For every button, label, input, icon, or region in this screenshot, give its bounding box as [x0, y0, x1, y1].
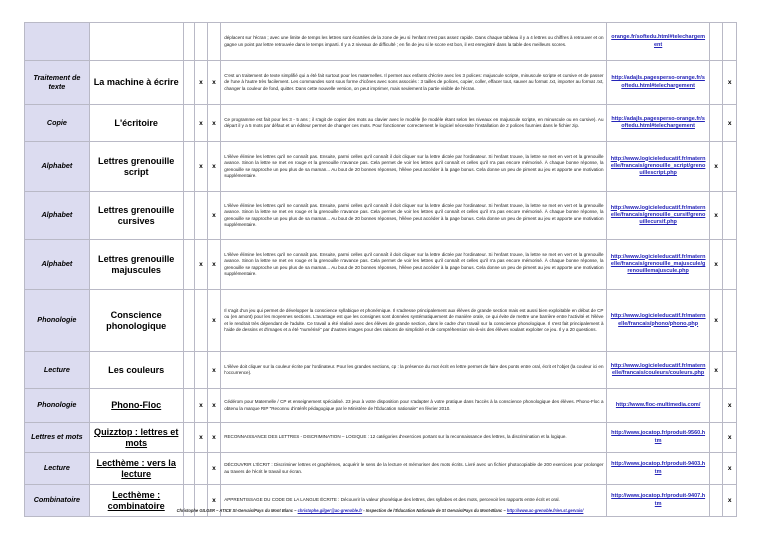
cell-mark-c: x: [207, 192, 221, 240]
cell-description: L'élève élimine les lettres qu'il ne connaît pas. Ensuite, parmi celles qu'il connaît il doit cliquer sur la lettre dictée par l'ordinateur. Si l'enfant trouve, la lettre se met en vert et la grenouille avance. Sinon la lettre se met en rouge et la grenouille n'avance pas. Cela permet de voir les lettres qu'il connaît et celles qu'il n'a pas encore mémorisé. À chaque bonne réponse, la grenouille se rapproche un peu plus de sa maman... Au bout de 20 bonnes réponses, l'élève peut accéder à la page bonus. Cela donne un peu de piment au jeu et apporte une motivation supplémentaire.: [221, 142, 607, 192]
cell-url: [607, 423, 709, 453]
url-link[interactable]: http://www.jocatop.fr/produit-9407.htm: [611, 493, 706, 507]
cell-url: [607, 453, 709, 485]
cell-mark-c: x: [207, 105, 221, 142]
cell-mark-a: [183, 61, 194, 105]
cell-title-text: Phono-Floc: [111, 400, 162, 411]
footer-email-link[interactable]: christophe.gilger@ac-grenoble.fr: [297, 508, 363, 513]
table-row: [25, 142, 737, 192]
cell-mark-e: x: [723, 485, 737, 517]
cell-description: L'élève élimine les lettres qu'il ne connaît pas. Ensuite, parmi celles qu'il connaît il doit cliquer sur la lettre dictée par l'ordinateur. Si l'enfant trouve, la lettre se met en vert et la grenouille avance. Sinon la lettre se met en rouge et la grenouille n'avance pas. Cela permet de voir les lettres qu'il connaît et celles qu'il n'a pas encore mémorisé. À chaque bonne réponse, la grenouille se rapproche un peu plus de sa maman... Au bout de 20 bonnes réponses, l'élève peut accéder à la page bonus. Cela donne un peu de piment au jeu et apporte une motivation supplémentaire.: [221, 192, 607, 240]
cell-mark-a: [183, 105, 194, 142]
cell-mark-e: [723, 192, 737, 240]
cell-url: [607, 23, 709, 61]
cell-mark-c: x: [207, 290, 221, 352]
url-link[interactable]: http://adajls.pagesperso-orange.fr/softedu.html#telechargement: [611, 115, 705, 129]
cell-mark-d: [709, 423, 723, 453]
cell-title: La machine à écrire: [89, 61, 183, 105]
cell-category: Combinatoire: [25, 485, 90, 517]
cell-mark-b: x: [195, 423, 208, 453]
cell-mark-e: x: [723, 105, 737, 142]
page-footer: [0, 508, 760, 513]
cell-category: Alphabet: [25, 240, 90, 290]
url-link[interactable]: http://www.logicieleducatif.fr/maternelle/francais/grenouille_majuscule/grenouillemajuscule.php: [610, 253, 706, 275]
cell-title: [89, 423, 183, 453]
table-row: [25, 240, 737, 290]
cell-category: Phonologie: [25, 389, 90, 423]
cell-title: [89, 453, 183, 485]
cell-description: L'élève élimine les lettres qu'il ne connaît pas. Ensuite, parmi celles qu'il connaît il doit cliquer sur la lettre dictée par l'ordinateur. Si l'enfant trouve, la lettre se met en vert et la grenouille avance. Sinon la lettre se met en rouge et la grenouille n'avance pas. Cela permet de voir les lettres qu'il connaît et celles qu'il n'a pas encore mémorisé. À chaque bonne réponse, la grenouille se rapproche un peu plus de sa maman... Au bout de 20 bonnes réponses, l'élève peut accéder à la page bonus. Cela donne un peu de piment au jeu et apporte une motivation supplémentaire.: [221, 240, 607, 290]
cell-title: Les couleurs: [89, 352, 183, 389]
cell-category: Alphabet: [25, 192, 90, 240]
cell-category: Alphabet: [25, 142, 90, 192]
cell-mark-b: x: [195, 61, 208, 105]
cell-url: [607, 61, 709, 105]
cell-mark-e: x: [723, 389, 737, 423]
cell-category: Copie: [25, 105, 90, 142]
cell-description: L'élève doit cliquer sur la couleur écrite par l'ordinateur. Pour les grandes sections, cp : la présence du mot écrit en lettre permet de faire des ponts entre oral, écrit et l'objet (la couleur ici en l'occurrence).: [221, 352, 607, 389]
table-row: [25, 352, 737, 389]
cell-url: [607, 240, 709, 290]
cell-mark-b: [195, 453, 208, 485]
cell-mark-c: x: [207, 142, 221, 192]
cell-description: C'est un traitement de texte simplifié qui a été fait surtout pour les maternelles. Il permet aux enfants d'écrire avec les 3 polices: majuscule scripte, minuscule scripte et cursive et de passer de l'une à l'autre très facilement. Les commandes sont sous forme d'icônes avec sons associés : 3 tailles de polices, copier, coller, effacer tout, sauver au format .txt, importer au format .txt, changer la couleur de fond, quitter. Dans cette nouvelle version, on peut imprimer, mais seulement la partie visible de l'écran.: [221, 61, 607, 105]
cell-mark-d: x: [709, 192, 723, 240]
cell-title-text: Lecthème : combinatoire: [107, 489, 165, 511]
cell-mark-c: x: [207, 389, 221, 423]
cell-mark-a: [183, 23, 194, 61]
cell-category: Lecture: [25, 352, 90, 389]
table-row: [25, 389, 737, 423]
url-link[interactable]: orange.fr/softedu.html#telechargement: [611, 34, 706, 48]
cell-mark-a: [183, 423, 194, 453]
url-link[interactable]: http://www.logicieleducatif.fr/maternelle/francais/grenouille_script/grenouillescript.php: [610, 155, 706, 177]
cell-mark-a: [183, 192, 194, 240]
cell-mark-a: [183, 389, 194, 423]
cell-category: Lecture: [25, 453, 90, 485]
cell-description: Il s'agit d'un jeu qui permet de développer la conscience syllabique et phonémique. Il s'adresse principalement aux élèves de grande section mais est aussi bien exploitable en début de CP ou (en amont) pour les moyennes sections. L'avantage est que les consignes sont données systématiquement de manière orale, ce qui évite de mettre une barrière entre l'activité et l'élève et le rendrait très dépendant de l'adulte. Ce travail a été réalisé avec des élèves de grande section, dans le cadre d'un travail sur la conscience phonologique. Il s'est fait principalement à l'aide de dessins et d'images et a été "numérisé" par d'autres images pour des raisons de simplicité et de compréhension vis-à-vis des élèves voulant exploiter ce jeu. Il y a 20 questions.: [221, 290, 607, 352]
cell-mark-c: x: [207, 453, 221, 485]
table-row: [25, 290, 737, 352]
cell-mark-e: [723, 352, 737, 389]
footer-author: Christophe GILGER: [176, 508, 216, 513]
cell-mark-b: [195, 192, 208, 240]
cell-mark-a: [183, 453, 194, 485]
cell-url: [607, 105, 709, 142]
cell-mark-a: [183, 142, 194, 192]
cell-mark-a: [183, 240, 194, 290]
cell-mark-c: x: [207, 485, 221, 517]
cell-mark-d: [709, 453, 723, 485]
cell-mark-b: x: [195, 389, 208, 423]
footer-site-link[interactable]: http://www.ac-grenoble.fr/en.st.gervais/: [506, 508, 584, 513]
cell-mark-d: x: [709, 240, 723, 290]
cell-mark-e: [723, 142, 737, 192]
cell-mark-c: [207, 23, 221, 61]
cell-mark-e: [723, 240, 737, 290]
table-row: [25, 23, 737, 61]
cell-mark-d: [709, 23, 723, 61]
cell-mark-a: [183, 352, 194, 389]
url-link[interactable]: http://www.jocatop.fr/produit-9560.htm: [611, 430, 706, 444]
cell-mark-b: [195, 290, 208, 352]
cell-category: [25, 23, 90, 61]
cell-title: Lettres grenouille majuscules: [89, 240, 183, 290]
footer-sep-3: -: [362, 508, 366, 513]
cell-mark-a: [183, 290, 194, 352]
url-link[interactable]: http://www.logicieleducatif.fr/maternelle/francais/phono/phono.php: [610, 313, 706, 327]
url-link[interactable]: http://www.floc-multimedia.com/: [615, 401, 701, 408]
footer-inspection: Inspection de l'Éducation Nationale de St Gervais/Pays du Mont-Blanc: [365, 508, 503, 513]
cell-title: L'écritoire: [89, 105, 183, 142]
cell-mark-e: x: [723, 423, 737, 453]
cell-url: [607, 142, 709, 192]
cell-title: Conscience phonologique: [89, 290, 183, 352]
cell-mark-e: x: [723, 453, 737, 485]
cell-description: DÉCOUVRIR L'ÉCRIT : Discriminer lettres et graphèmes, acquérir le sens de la lecture et mémoriser des mots écrits. Livré avec un fichier photocopiable de 200 exercices pour prolonger au travers de l'écrit le travail sur écran.: [221, 453, 607, 485]
cell-description: Cédérom pour Maternelle / CP et enseignement spécialisé. 23 jeux à votre disposition pour s'adapter à votre pratique dans l'accès à la conscience phonologique des élèves. Phono-Floc a obtenu la marque RIP "Reconnu d'intérêt pédagogique par le Ministère de l'Éducation nationale" en février 2010.: [221, 389, 607, 423]
cell-mark-b: [195, 23, 208, 61]
cell-mark-d: [709, 105, 723, 142]
cell-mark-d: x: [709, 142, 723, 192]
cell-mark-e: [723, 290, 737, 352]
cell-description: RECONNAISSANCE DES LETTRES - DISCRIMINATION – LOGIQUE : 12 catégories d'exercices portant sur la reconnaissance des lettres, la discrimination et la logique.: [221, 423, 607, 453]
table-row: [25, 61, 737, 105]
cell-url: [607, 290, 709, 352]
cell-url: [607, 352, 709, 389]
footer-sep-1: –: [215, 508, 220, 513]
cell-mark-b: x: [195, 142, 208, 192]
cell-title-text: Quizztop : lettres et mots: [94, 426, 179, 448]
cell-mark-b: [195, 352, 208, 389]
cell-category: Phonologie: [25, 290, 90, 352]
cell-title: [89, 389, 183, 423]
cell-url: [607, 192, 709, 240]
table-row: [25, 453, 737, 485]
cell-mark-d: [709, 61, 723, 105]
url-link[interactable]: http://www.jocatop.fr/produit-9403.htm: [611, 461, 706, 475]
table-row: [25, 105, 737, 142]
footer-sep-4: –: [502, 508, 507, 513]
cell-mark-e: x: [723, 61, 737, 105]
cell-mark-b: x: [195, 105, 208, 142]
table-row: [25, 192, 737, 240]
cell-description: déplacent sur l'écran ; avec une limite de temps les lettres sont écartées de la zone de jeu si l'enfant n'est pas assez rapide. Dans chaque tableau il y a 4 lettres ou chiffres à retrouver et on gagne un point par lettre retrouvée dans le temps imparti. Il y a 2 niveaux de difficulté ; en fin de jeu si le score est bon, il est enregistré dans la table des meilleurs scores.: [221, 23, 607, 61]
url-link[interactable]: http://www.logicieleducatif.fr/maternelle/francais/grenouille_cursif/grenouillecursif.php: [610, 204, 706, 226]
software-catalogue-table: [24, 22, 737, 517]
cell-mark-d: x: [709, 352, 723, 389]
cell-mark-c: x: [207, 352, 221, 389]
cell-title: [89, 23, 183, 61]
cell-category: Lettres et mots: [25, 423, 90, 453]
cell-mark-d: [709, 389, 723, 423]
cell-category: Traitement de texte: [25, 61, 90, 105]
cell-title-text: Lecthème : vers la lecture: [96, 457, 176, 479]
cell-url: [607, 389, 709, 423]
table-body: [25, 23, 737, 517]
cell-mark-b: x: [195, 240, 208, 290]
cell-mark-d: x: [709, 290, 723, 352]
url-link[interactable]: http://adajls.pagesperso-orange.fr/softedu.html#telechargement: [611, 75, 705, 89]
cell-mark-c: x: [207, 61, 221, 105]
cell-description: APPRENTISSAGE DU CODE DE LA LANGUE ÉCRITE : Découvrir la valeur phonétique des lettres, des syllabes et des mots, percevoir les rapports entre écrit et oral.: [221, 485, 607, 517]
footer-role: ATICE St-Gervais/Pays du Mont Blanc: [219, 508, 294, 513]
cell-description: Ce programme est fait pour les 3 - 5 ans ; il s'agit de copier des mots au clavier avec le modèle (le modèle étant selon les niveaux en majuscule scripte, en minuscule ou en cursive). Au départ il y a 5 mots par défaut et un éditeur permet de changer ces mots. Pour fonctionner correctement le logiciel nécessite l'installation de 2 polices fournies dans le fichier zip.: [221, 105, 607, 142]
cell-mark-e: [723, 23, 737, 61]
url-link[interactable]: http://www.logicieleducatif.fr/maternelle/francais/couleurs/couleurs.php: [610, 362, 706, 376]
table-row: [25, 423, 737, 453]
cell-title: Lettres grenouille cursives: [89, 192, 183, 240]
cell-mark-c: x: [207, 423, 221, 453]
footer-sep-2: –: [293, 508, 298, 513]
cell-title: Lettres grenouille script: [89, 142, 183, 192]
cell-mark-c: x: [207, 240, 221, 290]
